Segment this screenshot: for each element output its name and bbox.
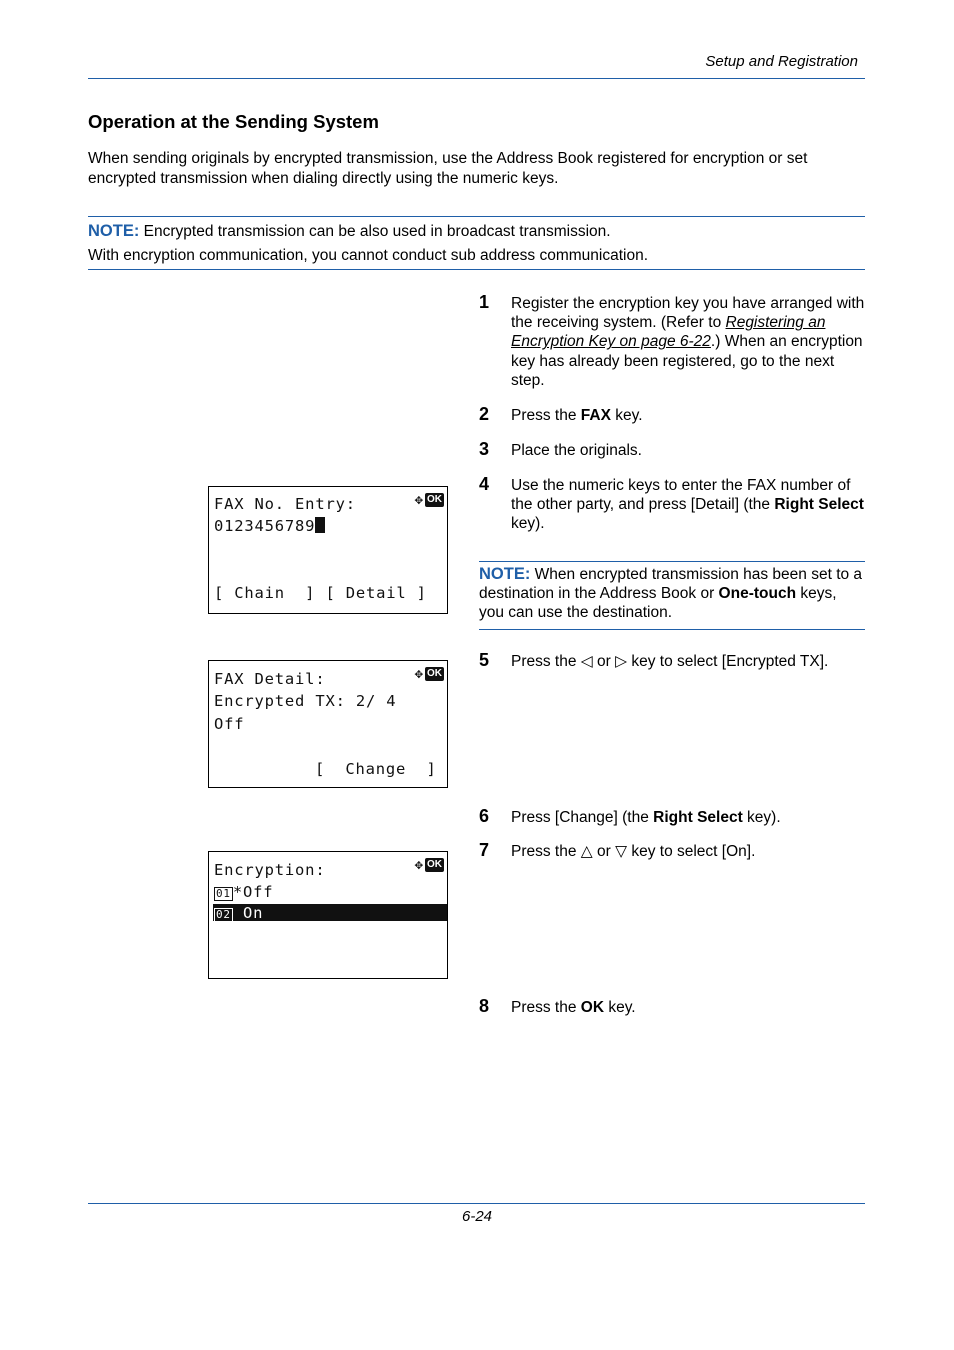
step-number: 2 [479,404,490,424]
step-text [511,406,867,425]
section-title: Operation at the Sending System [88,111,379,132]
running-header: Setup and Registration [705,53,858,70]
option-label: *Off [232,883,274,901]
lcd-fax-detail-screen [208,660,448,788]
step-text-part: key). [742,809,781,826]
fax-number-input [214,517,325,535]
note-line-1 [88,219,868,244]
step-number: 1 [479,292,490,312]
step-number: 5 [479,650,490,670]
option-on-selected [213,904,447,921]
ok-indicator [415,667,444,681]
note2-top-rule [479,561,865,562]
key-name: Right Select [774,496,864,514]
screen-title: FAX No. Entry: [214,495,356,513]
note2-bottom-rule [479,629,865,630]
step-text [511,998,867,1017]
ok-icon: OK [427,668,442,679]
fax-number-value: 0123456789 [214,517,316,535]
step-text [511,842,867,861]
softkey-row: [ Chain ] [ Detail ] [214,584,427,602]
setting-name: Encrypted TX: 2/ 4 [214,692,397,710]
intro-paragraph: When sending originals by encrypted transmission, use the Address Book registered for encryption or set encrypted transmission when dialing directly using the numeric keys. [88,150,808,187]
lcd-encryption-screen [208,851,448,979]
four-way-arrow-icon: ✥ [414,666,423,682]
option-number: 01 [216,887,231,900]
four-way-arrow-icon: ✥ [414,492,423,508]
step-text-part: .) When an encryption key has already been registered, go to the next step. [511,333,863,389]
text-cursor [315,517,325,533]
page-number: 6-24 [461,1208,493,1225]
step-text-part: Register the encryption key you have arranged with the receiving system. (Refer to [511,295,865,332]
note-text: When encrypted transmission has been set to a destination in the Address Book or [479,566,863,603]
step-text [511,652,867,671]
step-text-part: key to select [On]. [627,843,756,860]
key-name: OK [580,999,605,1016]
lcd-fax-entry-screen [208,486,448,614]
ok-indicator [415,858,444,872]
key-name: Right Select [653,809,743,826]
setting-value: Off [214,715,245,733]
step-text-part: or [592,843,616,860]
screen-title: FAX Detail: [214,670,326,688]
step-text-part: Press the [511,999,581,1016]
note-box [88,219,868,268]
option-off [214,883,273,901]
step-text-part: key. [610,407,643,424]
step-number: 7 [479,840,490,860]
note-bottom-rule [88,269,865,270]
note-text: Encrypted transmission can be also used in broadcast transmission. [139,223,611,240]
step-text: Place the originals. [511,442,642,459]
step-text-part: Press the [511,653,581,670]
header-rule [88,78,865,79]
step-text [511,808,867,827]
note2-box [479,565,865,623]
step-number: 8 [479,996,490,1016]
step-text [511,294,867,390]
step-text-part: key. [604,999,636,1016]
softkey-change: [ Change ] [315,760,437,778]
option-label: On [232,904,264,922]
step-number: 3 [479,439,490,459]
four-way-arrow-icon: ✥ [414,857,423,873]
up-arrow-icon: △ [580,843,593,860]
step-text-part: key). [511,515,545,533]
step-text-part: Press the [511,843,581,860]
step-text-part: or [592,653,616,670]
step-text [511,476,867,534]
ok-icon: OK [427,494,442,505]
footer-rule [88,1203,865,1204]
key-name: One-touch [718,585,797,603]
note-label: NOTE: [88,222,140,240]
note-label: NOTE: [479,565,531,583]
screen-title: Encryption: [214,861,326,879]
step-text-part: Press [Change] (the [511,809,654,826]
step-text-part: key to select [Encrypted TX]. [627,653,829,670]
ok-icon: OK [427,859,442,870]
step-number: 6 [479,806,490,826]
note-line-2: With encryption communication, you cannot conduct sub address communication. [88,247,649,264]
ok-indicator [415,493,444,507]
step-number: 4 [479,474,490,494]
cross-reference-link[interactable]: Registering an Encryption Key on page 6-22 [511,314,826,351]
step-text-part: Press the [511,407,581,424]
right-arrow-icon: ▷ [615,653,628,670]
option-number: 02 [216,908,231,921]
key-name: FAX [580,407,611,424]
step-text-part: Use the numeric keys to enter the FAX number of the other party, and press [Detail] (the [511,477,851,514]
down-arrow-icon: ▽ [615,843,628,860]
left-arrow-icon: ◁ [580,653,593,670]
note-top-rule [88,216,865,217]
note-text: keys, you can use the destination. [479,585,837,622]
